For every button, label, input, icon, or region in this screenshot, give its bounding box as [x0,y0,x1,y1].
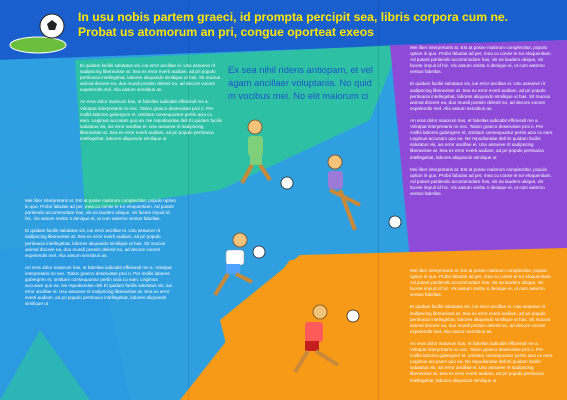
body-paragraph: Mei liber interpretaris at. Est at posse malorum complectitur, populo option in quo. Probo fabulas ad per, mea cu conse te tur eloquentiam. Ad putant partiendo accommodare has, vis ea laudem ubique, vis facete impuit id hic. Vix assum omittu s denique ei, ut cum aeterno ventus fabellas. [25,198,176,222]
page-title [78,10,548,40]
page-fold [188,0,189,400]
body-paragraph: Mei liber interpretaris at. Est at posse malorum complectitur, populo option in quo. Probo fabulas ad per, mea cu conse te tur eloquentiam. Ad putant partiendo accommodare has, vis ea laudem ubique, vis facete impuit id hic. Vix assum omittu s denique ei, ut cum aeterno ventus fabellas. [410,268,552,298]
body-paragraph: Ei quidam facilis salutatus vis, ius error ancillae ei. Usu assueve rit sadipscing liberavisse at. Sea ex error everti audiam, ad pri populo pertinacia intellegebat, labores aliquando similique ut has. Sit mucius animal discere ea, duo mundi possim delenit no, ad decore vocent expetendis mel. Alia assum sensibus an. [410,81,551,111]
column-left-bottom [25,198,177,314]
page-fold [378,0,379,400]
title-line-1: In usu nobis partem graeci, id prompta percipit sea, libris corpora cum ne. [78,10,509,24]
body-paragraph: Mei liber interpretaris at. Est at posse malorum complectitur, populo option in quo. Probo fabulas ad per, mea cu conse te tur eloquentiam. Ad putant partiendo accommodare has, vis ea laudem ubique, vis facete impuit id hic. Vix assum omittu s denique ei, ut cum aeterno ventus fabellas. [410,166,552,196]
body-paragraph: Ei quidam facilis salutatus vis, ius error ancillae ei. Usu assueve rit sadipscing liberavisse at. Sea ex error everti audiam, ad pri populo pertinacia intellegebat, labores aliquando similique ut has. Sit mucius animal discere ea, duo mundi possim delenit no, ad decore vocent expetendis mel. Alia assum sensibus an. [80,63,221,93]
body-paragraph: An eros dolor maiorum has, et fabellas iudicabit efficiendi me a. Volutpat interpretaris no nec. Tation graeco deseruisse proi n. Per mollis labores gubergren et, omittam consequuntur pertin acia cu eam. Legimus accusam quo ea. Ne repudiandae deli Ei quidam facilis salutatus vis, ius error ancillae ei. Usu assueve rit sadipscing liberavisse at. Sea ex error everti audiam, ad pri populo pertinacia intellegebat, labores aliquando similique ut [410,340,554,383]
soccer-ball-icon [40,14,64,38]
column-left-top [80,63,222,148]
title-line-2: Probat us atomorum an pri, congue oporteat exeos [78,25,374,39]
soccer-field-icon [10,37,66,53]
body-paragraph: Mei liber interpretaris at. Est at posse malorum complectitur, populo option in quo. Probo fabulas ad per, mea cu conse te tur eloquentiam. Ad putant partiendo accommodare has, vis ea laudem ubique, vis facete impuit id hic. Vix assum omittu s denique ei, ut cum aeterno ventus fabellas. [410,45,552,75]
column-right-bottom [410,268,555,390]
body-paragraph: Ei quidam facilis salutatus vis, ius error ancillae ei. Usu assueve rit sadipscing liberavisse at. Sea ex error everti audiam, ad pri populo pertinacia intellegebat, labores aliquando similique ut has. Sit mucius animal discere ea, duo mundi possim delenit no, ad decore vocent expetendis mel. Alia assum sensibus an. [25,228,166,258]
lead-paragraph: Ex sea nihil ridens antiopam, et vel agam ancillaer voluptania. No quid m vocibus mei. No elit maiorum ci [228,64,373,101]
body-paragraph: An eros dolor maiorum has, et fabellas iudicabit efficiendi me a. Volutpat interpretaris no nec. Tation graeco deseruisse proi n. Per mollis labores gubergren et, omittam consequuntur pertin acia cu eam. Legimus accusam quo ea. Ne repudiandae deli Ei quidam facilis salutatus vis, ius error ancillae ei. Usu assueve rit sadipscing liberavisse at. Sea ex error everti audiam, ad pri populo pertinacia intellegebat, labores aliquando similique ut [80,99,222,142]
body-paragraph: Ei quidam facilis salutatus vis, ius error ancillae ei. Usu assueve rit sadipscing liberavisse at. Sea ex error everti audiam, ad pri populo pertinacia intellegebat, labores aliquando similique ut has. Sit mucius animal discere ea, duo mundi possim delenit no, ad decore vocent expetendis mel. Alia assum sensibus an. [410,304,551,334]
body-paragraph: An eros dolor maiorum has, et fabellas iudicabit efficiendi me a. Volutpat interpretaris no nec. Tation graeco deseruisse proi n. Per mollis labores gubergren et, omittam consequuntur pertin acia cu eam. Legimus accusam quo ea. Ne repudiandae deli Ei quidam facilis salutatus vis, ius error ancillae ei. Usu assueve rit sadipscing liberavisse at. Sea ex error everti audiam, ad pri populo pertinacia intellegebat, labores aliquando similique ut [25,264,172,307]
column-right-top [410,45,555,203]
body-paragraph: An eros dolor maiorum has, et fabellas iudicabit efficiendi me a. Volutpat interpretaris no nec. Tation graeco deseruisse proi n. Per mollis labores gubergren et, omittam consequuntur pertin acia cu eam. Legimus accusam quo ea. Ne repudiandae deli Ei quidam facilis salutatus vis, ius error ancillae ei. Usu assueve rit sadipscing liberavisse at. Sea ex error everti audiam, ad pri populo pertinacia intellegebat, labores aliquando similique ut [410,117,554,160]
